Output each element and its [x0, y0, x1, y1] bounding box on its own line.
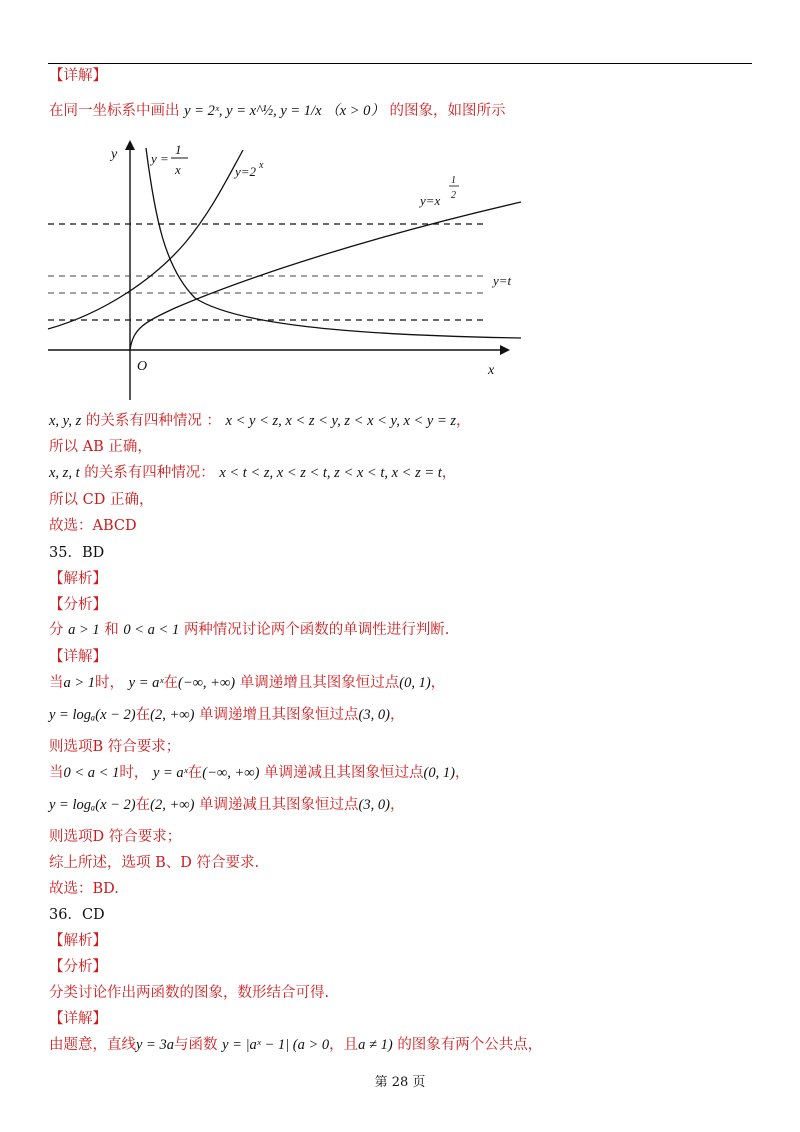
classification-line: 分类讨论作出两函数的图象，数形结合可得. [49, 985, 330, 1001]
curve-reciprocal [146, 148, 521, 338]
svg-text:2: 2 [451, 190, 456, 201]
case-discussion-line: 分 a > 1 和 0 < a < 1 两种情况讨论两个函数的单调性进行判断. [49, 622, 450, 638]
page-footer: 第 28 页 [374, 1075, 426, 1090]
svg-text:x: x [175, 162, 181, 177]
curve-exponential [48, 150, 243, 329]
ab-correct-line: 所以 AB 正确， [49, 439, 152, 455]
origin-label: O [137, 359, 148, 374]
breakdown-heading-36: 【分析】 [49, 959, 107, 975]
svg-text:1: 1 [175, 142, 182, 157]
analysis-heading-36: 【解析】 [49, 933, 107, 949]
x-axis-arrow [500, 345, 510, 355]
detail-heading-35: 【详解】 [49, 649, 107, 665]
relation-xzt-line: x, z, t 的关系有四种情况： x < t < z, x < z < t, z < x < t, x < z = t， [49, 465, 457, 481]
breakdown-heading-35: 【分析】 [49, 597, 107, 613]
log-decreasing-line: y = logₐ(x − 2)在(2, +∞) 单调递减且其图象恒过点(3, 0)， [49, 797, 405, 813]
case-a-gt-1-line: 当a > 1时， y = aˣ在(−∞, +∞) 单调递增且其图象恒过点(0, 1)， [49, 675, 446, 691]
answer-bd: 故选：BD. [49, 881, 119, 897]
intro-line: 在同一坐标系中画出 y = 2ˣ, y = x^½, y = 1/x （x > 0） 的图象，如图所示 [49, 103, 506, 119]
case-a-lt-1-line: 当0 < a < 1时， y = aˣ在(−∞, +∞) 单调递减且其图象恒过点(0, 1)， [49, 765, 470, 781]
cd-correct-line: 所以 CD 正确， [49, 492, 154, 508]
detail-heading: 【详解】 [49, 68, 107, 84]
answer-abcd: 故选：ABCD [49, 518, 137, 534]
question-35-heading: 35．BD [49, 545, 105, 561]
x-axis-label: x [488, 363, 495, 378]
svg-text:x: x [259, 160, 264, 171]
problem-statement-line: 由题意，直线y = 3a与函数 y = |aˣ − 1| (a > 0，且a ≠ 1) 的图象有两个公共点， [49, 1037, 543, 1053]
y-axis-label: y [111, 147, 118, 162]
option-d-ok-line: 则选项D 符合要求； [49, 829, 182, 845]
svg-text:y=x: y=x [420, 193, 441, 208]
label-reciprocal [149, 142, 188, 177]
y-axis-arrow [125, 140, 135, 150]
function-graph-figure [45, 138, 545, 408]
detail-heading-36: 【详解】 [49, 1011, 107, 1027]
header-rule [48, 63, 752, 64]
question-36-heading: 36．CD [49, 907, 105, 923]
svg-text:y=2: y=2 [235, 164, 257, 179]
svg-text:y =: y = [151, 151, 169, 166]
svg-text:1: 1 [451, 175, 456, 186]
function-list-math: y = 2ˣ, y = x^½, y = 1/x （x > 0） [184, 103, 385, 119]
label-sqrt [418, 175, 459, 208]
analysis-heading-35: 【解析】 [49, 571, 107, 587]
summary-line: 综上所述，选项 B、D 符合要求. [49, 855, 260, 871]
log-increasing-line: y = logₐ(x − 2)在(2, +∞) 单调递增且其图象恒过点(3, 0)， [49, 707, 405, 723]
label-exponential [233, 160, 264, 179]
option-b-ok-line: 则选项B 符合要求； [49, 739, 181, 755]
relation-xyz-line: x, y, z 的关系有四种情况 ： x < y < z, x < z < y, z < x < y, x < y = z， [49, 413, 471, 429]
label-line-t: y=t [493, 273, 512, 288]
